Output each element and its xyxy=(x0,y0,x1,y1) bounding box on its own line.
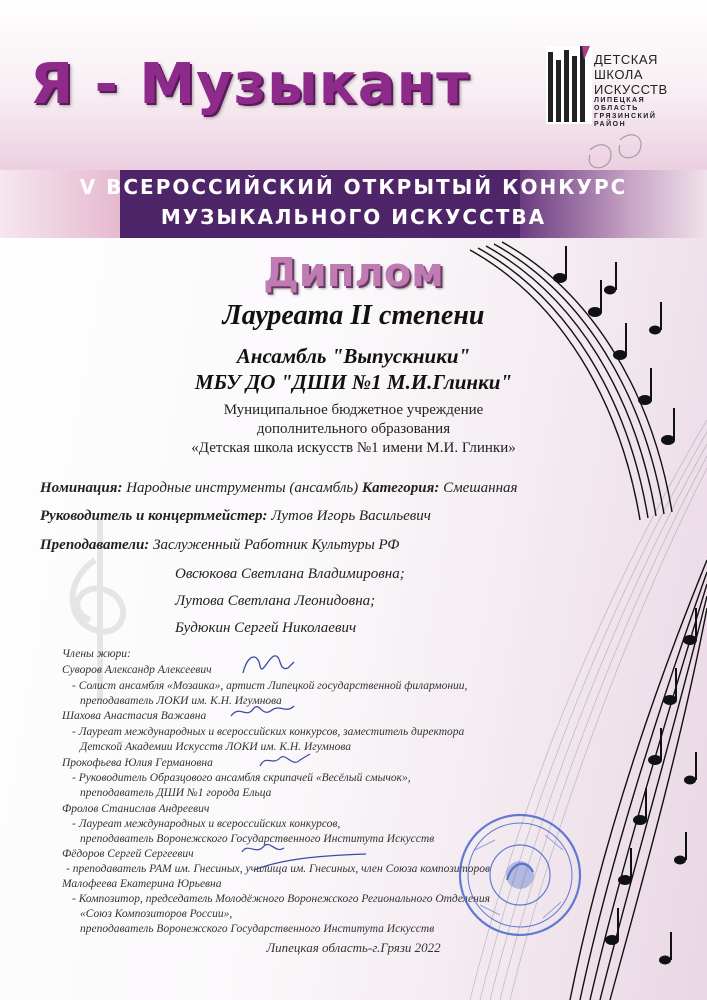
logo-line-1: ДЕТСКАЯ xyxy=(594,52,658,67)
jury-member-desc: Детской Академии Искусств ЛОКИ им. К.Н. Игумнова xyxy=(80,741,352,753)
jury-member-desc: - преподаватель РАМ им. Гнесиных, училища им. Гнесиных, член Союза композиторов xyxy=(66,863,491,875)
org-line-3: «Детская школа искусств №1 имени М.И. Глинки» xyxy=(191,440,516,456)
diploma-title: Диплом xyxy=(263,250,444,296)
nomination-value: Народные инструменты (ансамбль) xyxy=(126,480,359,496)
jury-member-name: Фролов Станислав Андреевич xyxy=(62,803,210,815)
signature-icon xyxy=(228,700,298,724)
logo-line-2: ШКОЛА xyxy=(594,67,644,82)
jury-member-desc: преподаватель ДШИ №1 города Ельца xyxy=(80,787,272,799)
jury-member-desc: - Руководитель Образцового ансамбля скрипачей «Весёлый смычок», xyxy=(72,772,411,784)
teacher-name: Лутова Светлана Леонидовна; xyxy=(175,593,376,609)
location-year: Липецкая область-г.Грязи 2022 xyxy=(266,940,441,955)
ensemble-name: Ансамбль "Выпускники" xyxy=(236,344,471,368)
leader-row xyxy=(40,508,431,525)
jury-heading: Члены жюри: xyxy=(62,648,131,660)
jury-member-desc: - Солист ансамбля «Мозаика», артист Липецкой государственной филармонии, xyxy=(72,680,468,692)
leader-value: Лутов Игорь Васильевич xyxy=(271,508,431,524)
teachers-label: Преподаватели: xyxy=(40,537,150,553)
logo-line-3: ИСКУССТВ xyxy=(594,82,668,97)
jury-member-desc: - Лауреат международных и всероссийских конкурсов, xyxy=(72,818,341,830)
jury-member-name: Шахова Анастасия Важавна xyxy=(62,710,207,722)
leader-label: Руководитель и концертмейстер: xyxy=(40,508,268,524)
teacher-title: Заслуженный Работник Культуры РФ xyxy=(153,537,400,553)
school-name: МБУ ДО "ДШИ №1 М.И.Глинки" xyxy=(194,370,513,394)
nomination-row xyxy=(40,480,518,497)
contest-name-line-1: V ВСЕРОССИЙСКИЙ ОТКРЫТЫЙ КОНКУРС xyxy=(79,175,628,199)
signature-icon xyxy=(256,748,316,772)
signature-icon xyxy=(238,648,298,680)
logo-sub-2: ОБЛАСТЬ xyxy=(594,105,639,112)
jury-member-desc: «Союз Композиторов России», xyxy=(80,908,233,920)
jury-member-name: Фёдоров Сергей Сергеевич xyxy=(62,848,194,860)
jury-member-desc: преподаватель ЛОКИ им. К.Н. Игумнова xyxy=(80,695,282,707)
teachers-row xyxy=(40,537,399,554)
logo-sub-3: ГРЯЗИНСКИЙ xyxy=(594,113,657,120)
jury-member-name: Прокофьева Юлия Германовна xyxy=(62,757,213,769)
nomination-label: Номинация: xyxy=(40,480,123,496)
category-label: Категория: xyxy=(361,480,440,496)
logo-sub-1: ЛИПЕЦКАЯ xyxy=(594,97,646,104)
jury-member-desc: преподаватель Воронежского Государственного Института Искусств xyxy=(80,923,435,935)
contest-name-line-2: МУЗЫКАЛЬНОГО ИСКУССТВА xyxy=(160,205,547,229)
laureate-degree: Лауреата II степени xyxy=(222,300,485,331)
org-line-1: Муниципальное бюджетное учреждение xyxy=(223,402,484,418)
jury-member-desc: преподаватель Воронежского Государственного Института Искусств xyxy=(80,833,435,845)
jury-member-desc: - Композитор, председатель Молодёжного Воронежского Регионального Отделения xyxy=(72,893,490,905)
signature-icon xyxy=(250,850,370,880)
school-logo xyxy=(546,46,696,156)
org-line-2: дополнительного образования xyxy=(256,421,451,437)
piano-keys-icon xyxy=(546,46,592,124)
teacher-name: Овсюкова Светлана Владимировна; xyxy=(175,566,405,582)
jury-member-desc: - Лауреат международных и всероссийских конкурсов, заместитель директора xyxy=(72,726,465,738)
official-stamp-icon xyxy=(455,810,585,940)
jury-member-name: Суворов Александр Алексеевич xyxy=(62,664,212,676)
contest-title: Я - Музыкант xyxy=(30,52,470,117)
jury-member-name: Малофеева Екатерина Юрьевна xyxy=(62,878,222,890)
teacher-name: Будюкин Сергей Николаевич xyxy=(175,620,357,636)
category-value: Смешанная xyxy=(443,480,518,496)
logo-sub-4: РАЙОН xyxy=(594,121,627,128)
